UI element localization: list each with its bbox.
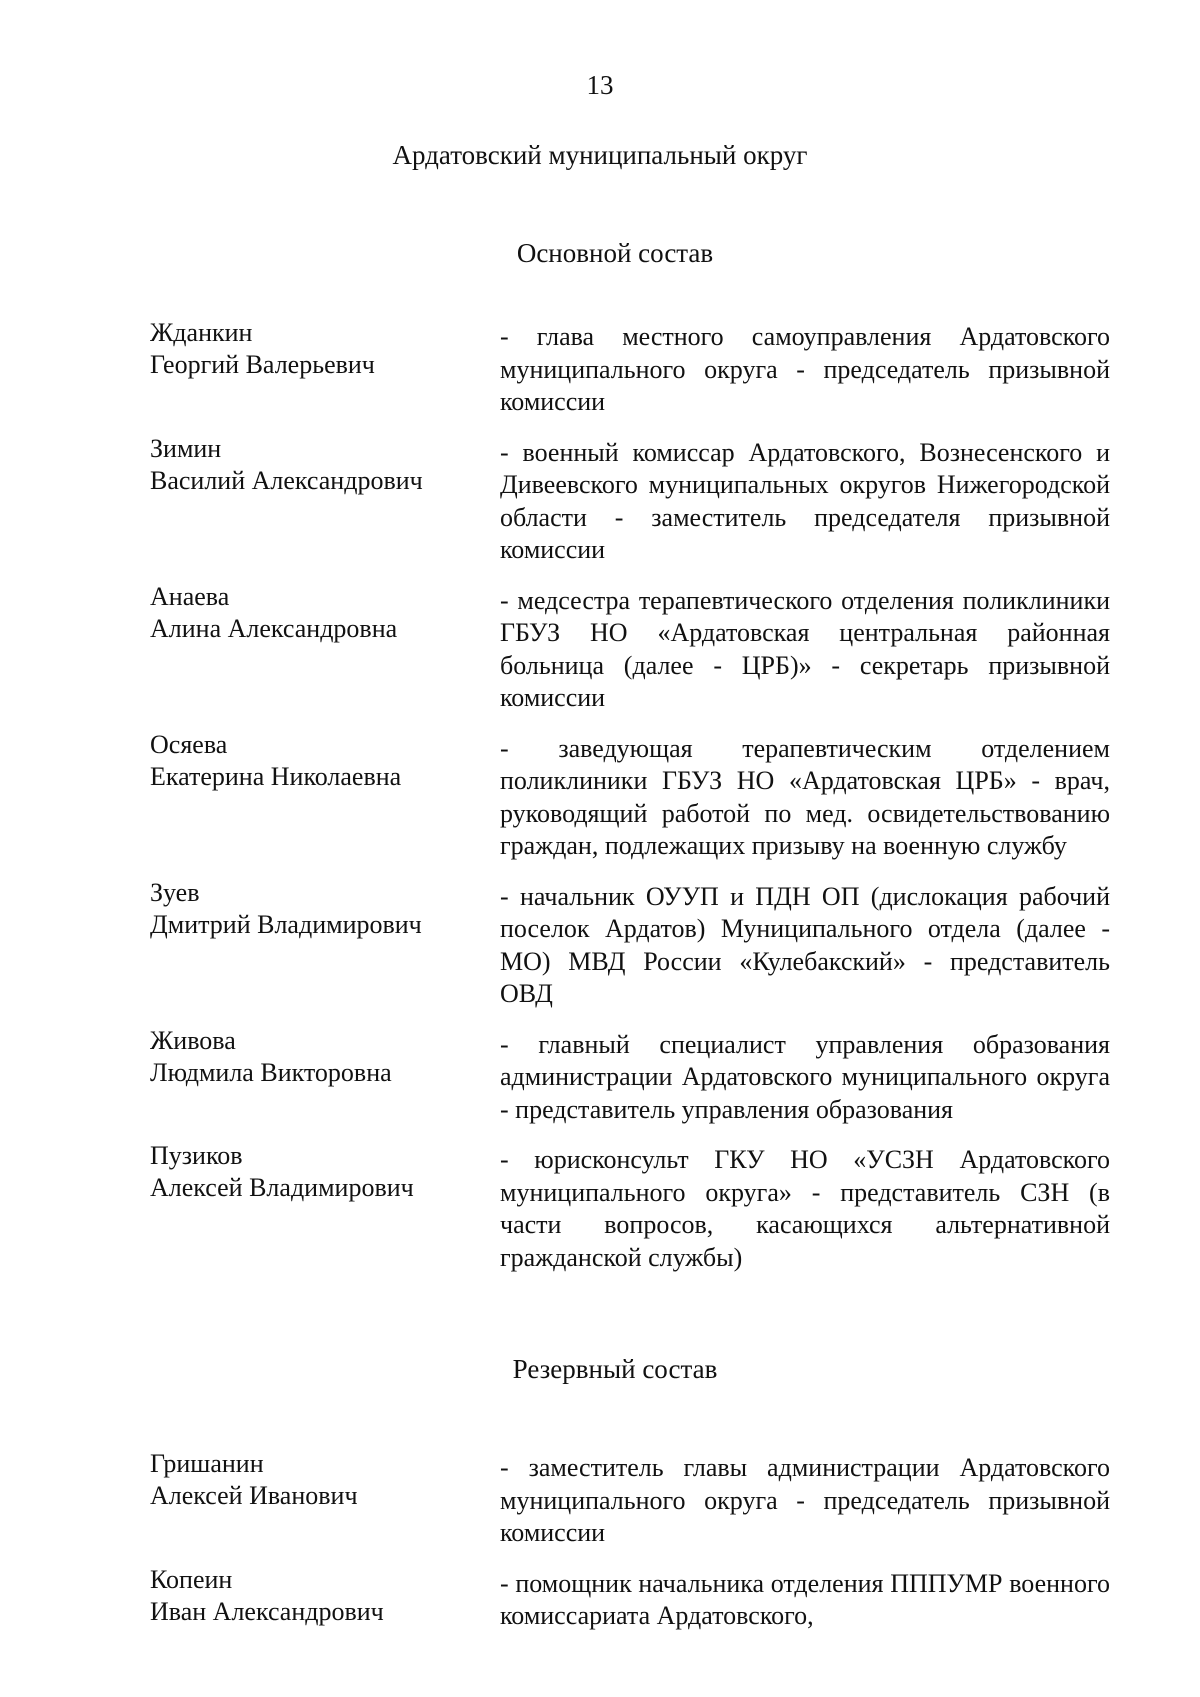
member-row — [150, 581, 1110, 715]
member-row — [150, 1025, 1110, 1127]
page-number: 13 — [586, 70, 614, 100]
member-role: - военный комиссар Ардатовского, Вознесенского и Дивеевского муниципальных округов Нижегородской области - заместитель председателя призывной комиссии — [500, 437, 1110, 564]
member-name — [150, 1140, 500, 1274]
main-members-list — [150, 317, 1110, 1288]
member-given-names: Алина Александровна — [150, 613, 398, 643]
member-role: - помощник начальника отделения ПППУМР военного комиссариата Ардатовского, — [500, 1568, 1110, 1630]
member-row — [150, 1564, 1110, 1633]
member-given-names: Екатерина Николаевна — [150, 761, 402, 791]
member-surname: Зуев — [150, 877, 200, 907]
member-given-names: Георгий Валерьевич — [150, 350, 375, 379]
member-role: - главный специалист управления образования администрации Ардатовского муниципального округа - представитель управления образования — [500, 1029, 1110, 1124]
main-section-title: Основной состав — [516, 238, 714, 268]
member-name — [150, 1448, 500, 1550]
district-title: Ардатовский муниципальный округ — [392, 140, 808, 170]
member-name — [150, 729, 500, 863]
member-name — [150, 317, 500, 419]
member-row — [150, 317, 1110, 419]
member-name — [150, 433, 500, 567]
member-surname: Пузиков — [150, 1141, 243, 1170]
member-role: - заместитель главы администрации Ардатовского муниципального округа - председатель призывной комиссии — [500, 1453, 1110, 1547]
member-name — [150, 1564, 500, 1633]
member-row — [150, 877, 1110, 1011]
member-name — [150, 877, 500, 1011]
member-role: - юрисконсульт ГКУ НО «УСЗН Ардатовского муниципального округа» - представитель СЗН (в части вопросов, касающихся альтернативной гражданской службы) — [500, 1145, 1110, 1272]
member-given-names: Алексей Владимирович — [150, 1173, 414, 1202]
member-surname: Гришанин — [150, 1449, 264, 1478]
member-role: - медсестра терапевтического отделения поликлиники ГБУЗ НО «Ардатовская центральная районная больница (далее - ЦРБ)» - секретарь призывной комиссии — [500, 585, 1110, 712]
member-given-names: Василий Александрович — [150, 465, 423, 495]
member-row — [150, 1448, 1110, 1550]
member-given-names: Иван Александрович — [150, 1596, 384, 1626]
member-given-names: Алексей Иванович — [150, 1481, 358, 1510]
reserve-members-list — [150, 1448, 1110, 1647]
reserve-section-title: Резервный состав — [512, 1354, 718, 1384]
member-surname: Зимин — [150, 433, 222, 463]
member-role: - начальник ОУУП и ПДН ОП (дислокация рабочий поселок Ардатов) Муниципального отдела (далее - МО) МВД России «Кулебакский» - представитель ОВД — [500, 881, 1110, 1008]
member-surname: Живова — [150, 1025, 236, 1055]
member-surname: Копеин — [150, 1564, 233, 1594]
member-name — [150, 1025, 500, 1127]
member-row — [150, 433, 1110, 567]
member-name — [150, 581, 500, 715]
member-given-names: Людмила Викторовна — [150, 1057, 392, 1087]
member-given-names: Дмитрий Владимирович — [150, 909, 422, 939]
member-row — [150, 1140, 1110, 1274]
member-surname: Жданкин — [150, 318, 253, 347]
member-role: - заведующая терапевтическим отделением поликлиники ГБУЗ НО «Ардатовская ЦРБ» - врач, руководящий работой по мед. освидетельствованию граждан, подлежащих призыву на военную службу — [500, 733, 1110, 860]
member-role: - глава местного самоуправления Ардатовского муниципального округа - председатель призывной комиссии — [500, 322, 1110, 416]
member-row — [150, 729, 1110, 863]
member-surname: Анаева — [150, 581, 230, 611]
member-surname: Осяева — [150, 729, 228, 759]
